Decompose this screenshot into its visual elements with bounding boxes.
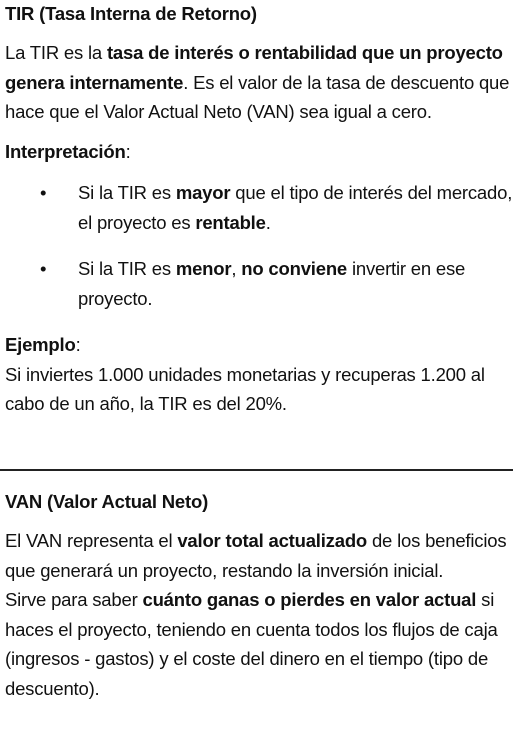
van-heading: VAN (Valor Actual Neto) xyxy=(5,491,209,512)
example-label xyxy=(5,330,513,360)
list-item xyxy=(5,254,513,313)
tir-definition-text-1: La TIR es la xyxy=(5,42,107,63)
interpretation-list xyxy=(5,178,513,313)
van-p1-bold: valor total actualizado xyxy=(177,530,368,551)
tir-definition-text-2: . Es el valor de la tasa de descuento que hace que el Valor Actual Neto (VAN) sea igual a cero. xyxy=(5,71,510,122)
item-bold: menor xyxy=(175,258,232,279)
interpretation-colon: : xyxy=(125,140,131,162)
example-text: Si inviertes 1.000 unidades monetarias y recuperas 1.200 al cabo de un año, la TIR es del 20%. xyxy=(5,363,485,414)
van-section xyxy=(5,488,513,703)
van-p1-text-1: El VAN representa el xyxy=(5,530,178,551)
item-bold: rentable xyxy=(195,211,266,233)
van-paragraph-1 xyxy=(5,526,513,585)
list-item xyxy=(5,178,513,237)
interpretation-label-text: Interpretación xyxy=(5,140,126,162)
van-p1-text-2: de los beneficios que generará un proyecto, restando la inversión inicial. xyxy=(5,530,507,581)
example-colon: : xyxy=(75,334,81,355)
tir-definition-bold: tasa de interés o rentabilidad que un proyecto genera internamente xyxy=(5,42,503,93)
tir-definition xyxy=(5,38,513,127)
bullet-icon: • xyxy=(40,258,47,279)
van-p2-text-2: si haces el proyecto, teniendo en cuenta todos los flujos de caja (ingresos - gastos) y el coste del dinero en el tiempo (tipo de descuento). xyxy=(5,589,498,699)
item-text: . xyxy=(265,211,271,233)
item-bold: no conviene xyxy=(241,258,348,279)
item-text: Si la TIR es xyxy=(78,258,176,279)
van-paragraph-2 xyxy=(5,585,513,703)
van-p2-text-1: Sirve para saber xyxy=(5,589,143,610)
item-text: , xyxy=(231,258,242,279)
example-label-text: Ejemplo xyxy=(5,334,76,355)
section-divider xyxy=(0,469,513,471)
van-p2-bold: cuánto ganas o pierdes en valor actual xyxy=(142,589,477,610)
tir-heading: TIR (Tasa Interna de Retorno) xyxy=(5,3,257,24)
interpretation-label xyxy=(5,137,513,167)
item-bold: mayor xyxy=(175,182,231,203)
tir-section xyxy=(5,0,513,419)
item-text: que el tipo de interés del mercado, el proyecto es xyxy=(78,182,513,233)
bullet-icon: • xyxy=(40,182,47,203)
item-text: invertir en ese proyecto. xyxy=(78,258,466,309)
item-text: Si la TIR es xyxy=(78,182,176,203)
